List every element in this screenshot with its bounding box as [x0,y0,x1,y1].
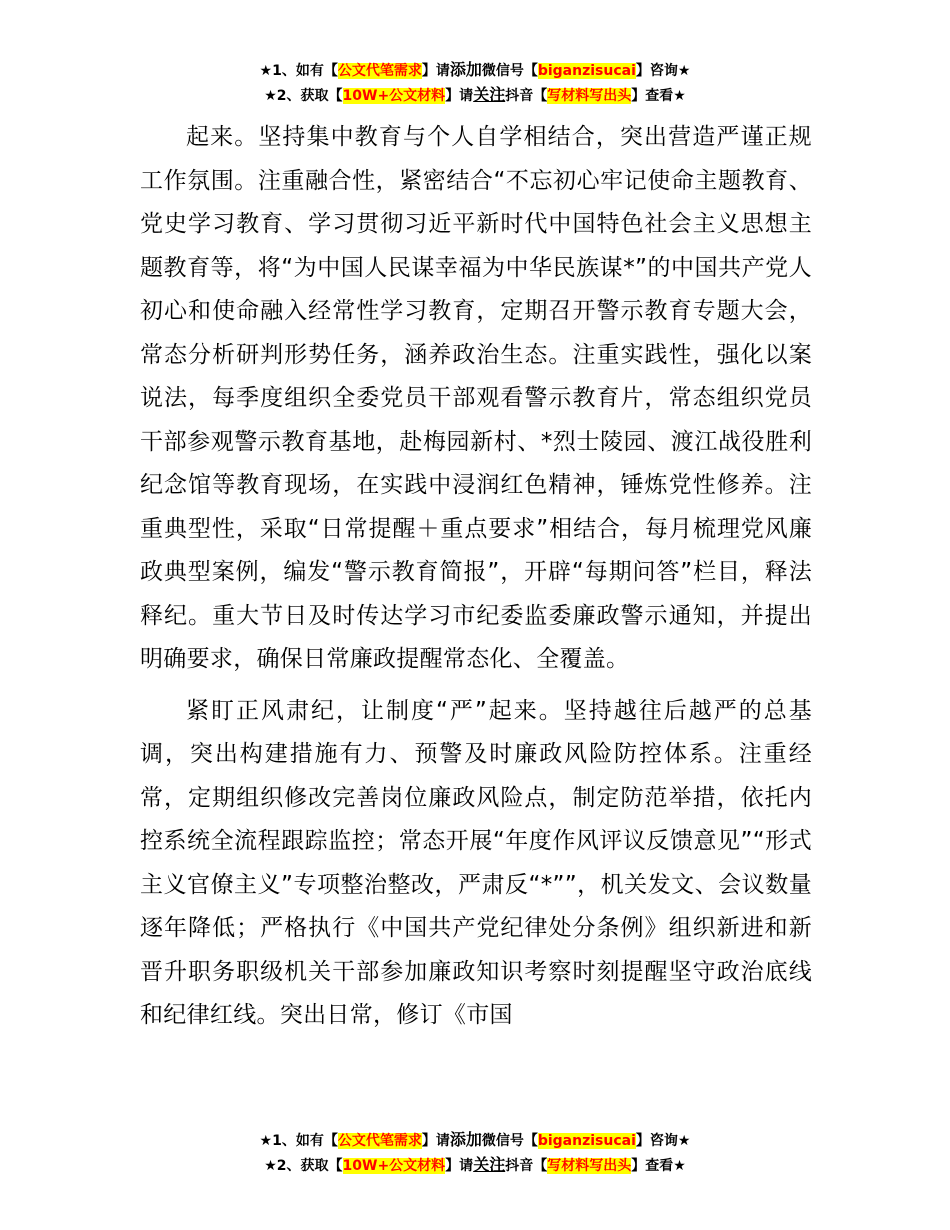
banner-text: 抖音【 [505,88,548,104]
banner-line-2 [0,1153,950,1178]
banner-text: 】请 [445,88,474,104]
banner-text: 】咨询★ [635,63,691,79]
emphasis-text: 关注 [473,85,506,104]
banner-line-2 [0,83,950,108]
emphasis-text: 关注 [473,1155,506,1174]
banner-text: ★1、如有【 [259,1133,338,1149]
wechat-id: biganzisucai [537,1133,636,1149]
douyin-id: 写材料写出头 [547,88,632,104]
highlight-text: 10W+公文材料 [342,1158,446,1174]
banner-text: 】请 [421,1133,450,1149]
emphasis-text: 添加 [449,1130,482,1149]
header-banner [0,58,950,108]
banner-text: 】查看★ [631,88,686,104]
banner-text: 微信号【 [481,1133,538,1149]
document-body [140,116,812,1038]
banner-text: ★2、获取【 [264,1158,343,1174]
banner-text: 抖音【 [505,1158,548,1174]
emphasis-text: 添加 [449,60,482,79]
wechat-id: biganzisucai [537,63,636,79]
banner-text: ★2、获取【 [264,88,343,104]
banner-text: ★1、如有【 [259,63,338,79]
banner-text: 】请 [445,1158,474,1174]
banner-text: 】查看★ [631,1158,686,1174]
douyin-id: 写材料写出头 [547,1158,632,1174]
highlight-text: 公文代笔需求 [337,1133,422,1149]
footer-banner [0,1128,950,1178]
banner-text: 】请 [421,63,450,79]
body-paragraph: 紧盯正风肃纪，让制度“严”起来。坚持越往后越严的总基调，突出构建措施有力、预警及时廉政风险防控体系。注重经常，定期组织修改完善岗位廉政风险点，制定防范举措，依托内控系统全流程跟踪监控；常态开展“年度作风评议反馈意见”“形式主义官僚主义”专项整治整改，严肃反“*””，机关发文、会议数量逐年降低；严格执行《中国共产党纪律处分条例》组织新进和新晋升职务职级机关干部参加廉政知识考察时刻提醒坚守政治底线和纪律红线。突出日常，修订《市国 [140,697,812,1028]
banner-line-1 [0,1128,950,1153]
body-paragraph: 起来。坚持集中教育与个人自学相结合，突出营造严谨正规工作氛围。注重融合性，紧密结合“不忘初心牢记使命主题教育、党史学习教育、学习贯彻习近平新时代中国特色社会主义思想主题教育等，将“为中国人民谋幸福为中华民族谋*”的中国共产党人初心和使命融入经常性学习教育，定期召开警示教育专题大会，常态分析研判形势任务，涵养政治生态。注重实践性，强化以案说法，每季度组织全委党员干部观看警示教育片，常态组织党员干部参观警示教育基地，赴梅园新村、*烈士陵园、渡江战役胜利纪念馆等教育现场，在实践中浸润红色精神，锤炼党性修养。注重典型性，采取“日常提醒＋重点要求”相结合，每月梳理党风廉政典型案例，编发“警示教育简报”，开辟“每期问答”栏目，释法释纪。重大节日及时传达学习市纪委监委廉政警示通知，并提出明确要求，确保日常廉政提醒常态化、全覆盖。 [140,124,812,672]
highlight-text: 公文代笔需求 [337,63,422,79]
highlight-text: 10W+公文材料 [342,88,446,104]
banner-text: 】咨询★ [635,1133,691,1149]
banner-text: 微信号【 [481,63,538,79]
banner-line-1 [0,58,950,83]
